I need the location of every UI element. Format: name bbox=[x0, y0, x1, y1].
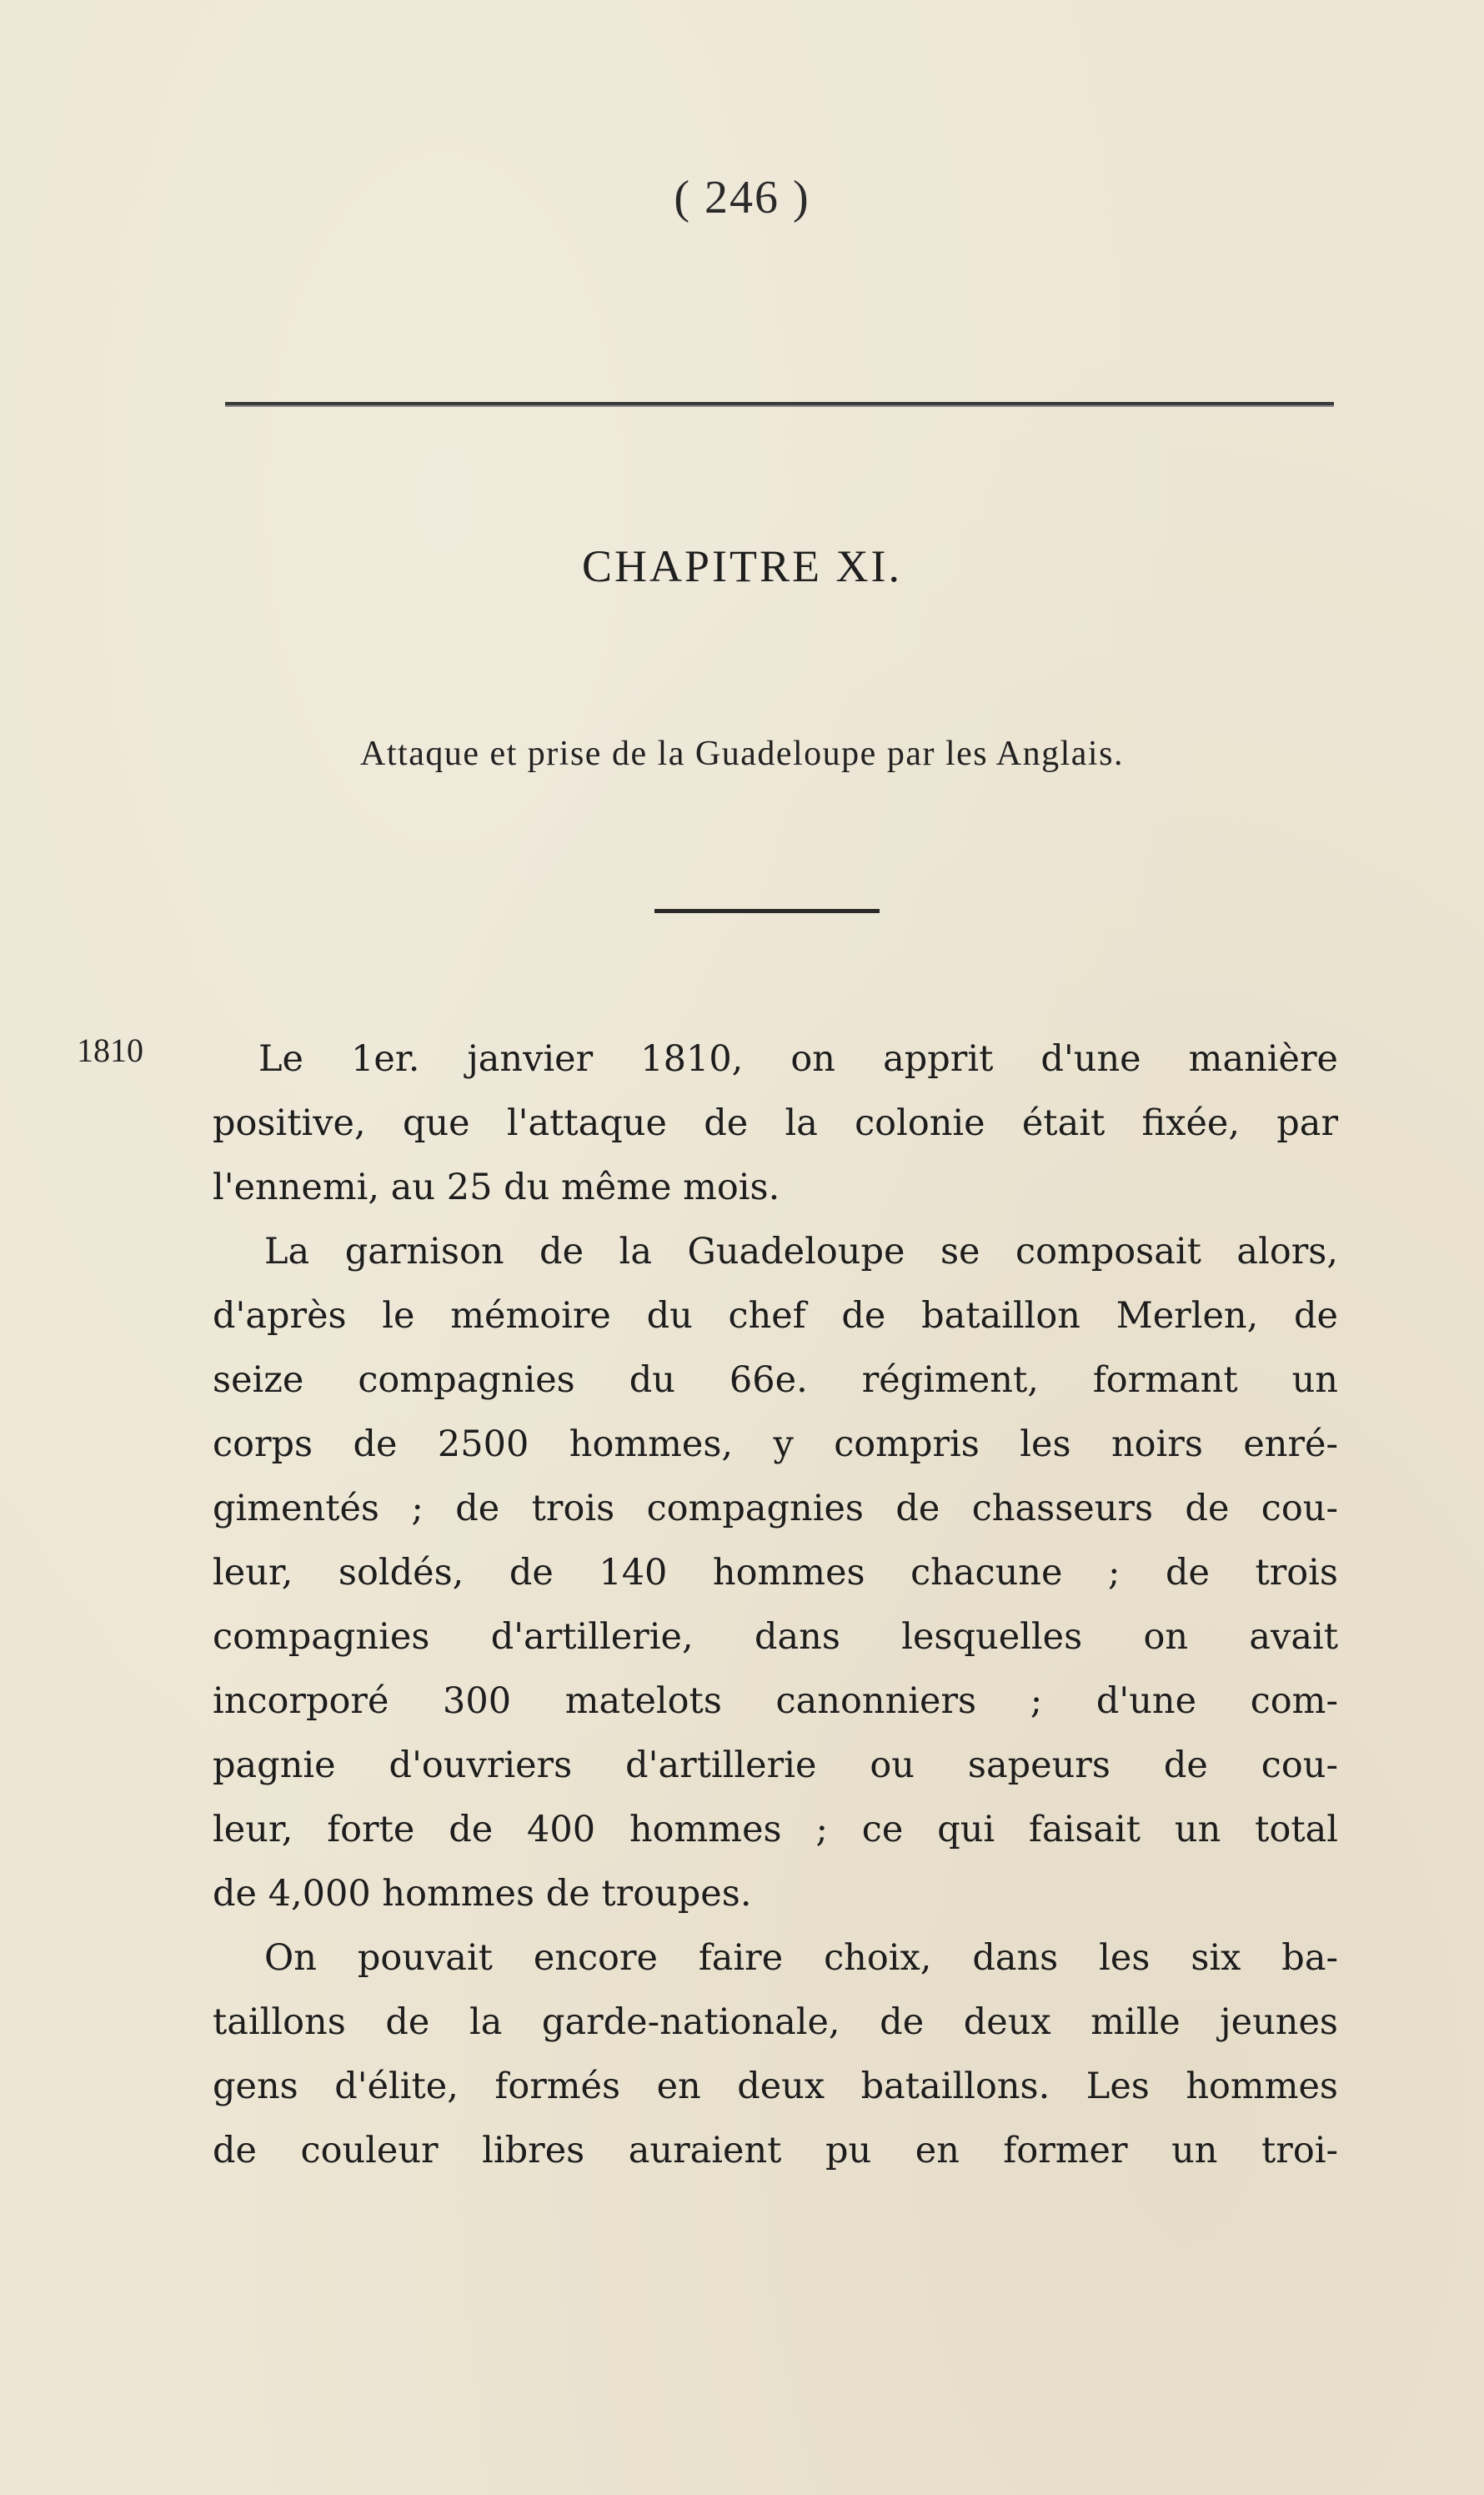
text-line: positive, que l'attaque de la colonie était fixée, par bbox=[213, 1102, 1338, 1144]
text-line: l'ennemi, au 25 du même mois. bbox=[213, 1167, 780, 1208]
text-line: compagnies d'artillerie, dans lesquelles on avait bbox=[213, 1616, 1338, 1658]
text-line: pagnie d'ouvriers d'artillerie ou sapeurs de cou- bbox=[213, 1744, 1338, 1786]
text-line: La garnison de la Guadeloupe se composait alors, bbox=[264, 1231, 1338, 1273]
text-line: On pouvait encore faire choix, dans les six ba- bbox=[264, 1937, 1338, 1979]
text-line: seize compagnies du 66e. régiment, formant un bbox=[213, 1359, 1338, 1401]
text-line: incorporé 300 matelots canonniers ; d'une com- bbox=[213, 1680, 1338, 1722]
page-number: ( 246 ) bbox=[674, 172, 810, 223]
header-rule bbox=[225, 402, 1334, 407]
text-line: d'après le mémoire du chef de bataillon Merlen, de bbox=[213, 1295, 1338, 1337]
chapter-subtitle: Attaque et prise de la Guadeloupe par les Anglais. bbox=[360, 735, 1124, 773]
chapter-title: CHAPITRE XI. bbox=[582, 541, 902, 591]
text-line: de 4,000 hommes de troupes. bbox=[213, 1873, 752, 1915]
text-line: corps de 2500 hommes, y compris les noirs enré- bbox=[213, 1423, 1338, 1465]
text-line: leur, forte de 400 hommes ; ce qui faisait un total bbox=[213, 1809, 1338, 1850]
text-line: taillons de la garde-nationale, de deux mille jeunes bbox=[213, 2001, 1338, 2043]
text-line: gimentés ; de trois compagnies de chasseurs de cou- bbox=[213, 1488, 1338, 1529]
body-text bbox=[213, 1027, 1338, 2183]
margin-year-note: 1810 bbox=[77, 1032, 143, 1069]
text-line: Le 1er. janvier 1810, on apprit d'une manière bbox=[258, 1038, 1338, 1080]
text-line: leur, soldés, de 140 hommes chacune ; de trois bbox=[213, 1552, 1338, 1594]
section-rule bbox=[654, 909, 880, 913]
text-line: gens d'élite, formés en deux bataillons. Les hommes bbox=[213, 2066, 1338, 2107]
text-line: de couleur libres auraient pu en former un troi- bbox=[213, 2130, 1338, 2171]
